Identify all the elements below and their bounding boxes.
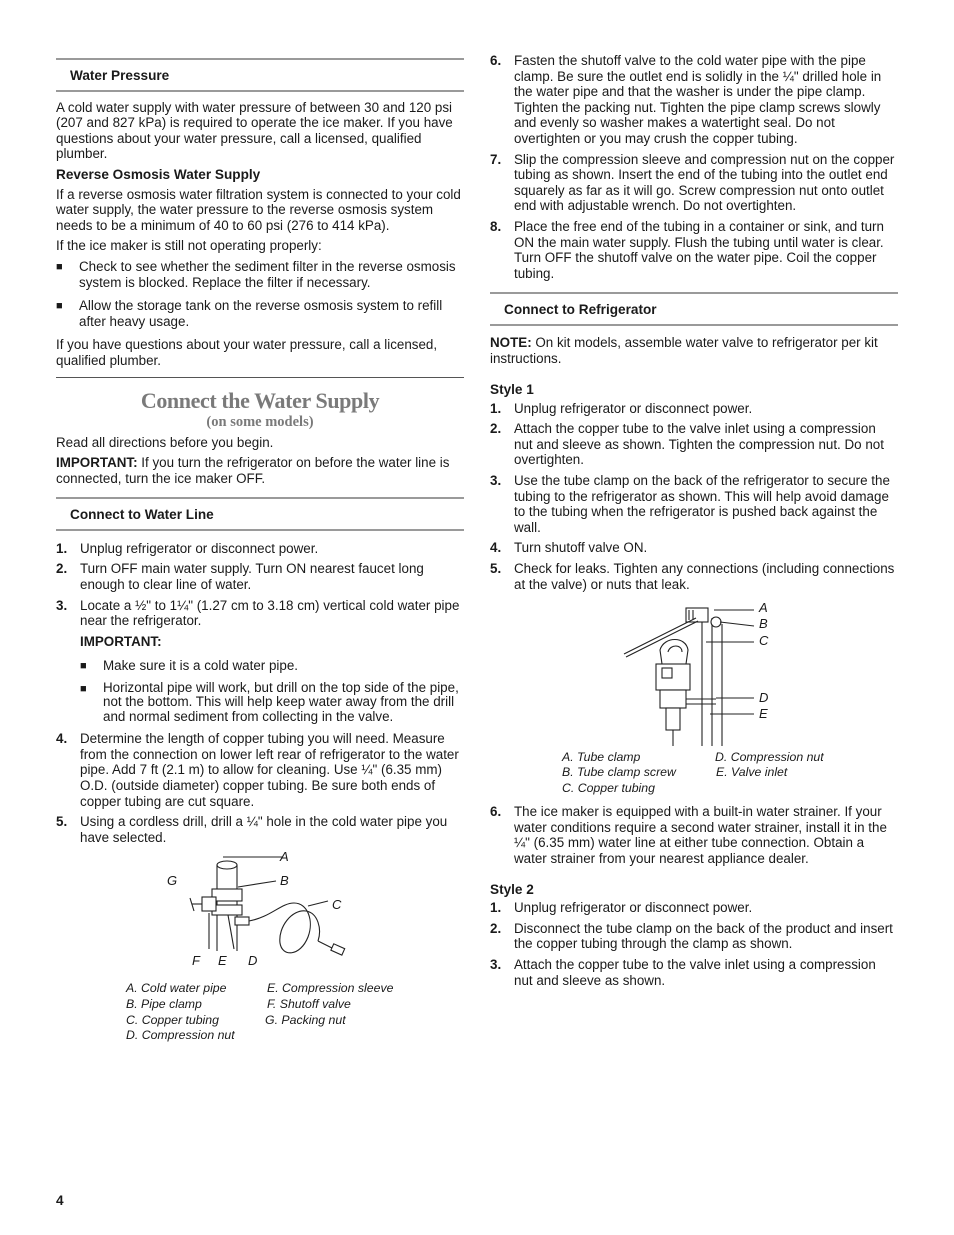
kit-note: NOTE: On kit models, assemble water valve to refrigerator per kit instructions. xyxy=(490,334,878,366)
section-subtitle: (on some models) xyxy=(206,413,314,430)
legend-item: C. Copper tubing xyxy=(562,781,655,796)
right-column xyxy=(490,0,898,988)
list-item: 2. Disconnect the tube clamp on the back of the product and insert the copper tubing through the clamp as shown. xyxy=(490,920,893,952)
style2-heading: Style 2 xyxy=(490,881,534,897)
bullet-square-icon: ■ xyxy=(80,660,87,673)
figure-legend-valve-inlet xyxy=(490,750,898,798)
legend-item: G. Packing nut xyxy=(265,1013,346,1028)
divider xyxy=(56,377,464,378)
legend-item: D. Compression nut xyxy=(715,750,824,765)
figure-label-d: D xyxy=(759,690,769,706)
list-item: 3. Use the tube clamp on the back of the refrigerator to secure the tubing to the refrigerator as shown. This will help avoid damage to the tubing when the refrigerator is pushed back against the wall. xyxy=(490,473,890,535)
legend-item: A. Cold water pipe xyxy=(126,981,227,996)
list-item: 1. Unplug refrigerator or disconnect power. xyxy=(490,400,753,416)
list-item: 5. Using a cordless drill, drill a ¼" hole in the cold water pipe you have selected. xyxy=(56,814,448,845)
shutoff-valve-illustration xyxy=(56,851,464,981)
list-item: 3. Locate a ½" to 1¼" (1.27 cm to 3.18 cm) vertical cold water pipe near the refrigerator. xyxy=(56,597,460,629)
list-item: ■ Check to see whether the sediment filter in the reverse osmosis system is blocked. Replace the filter if necessary. xyxy=(56,258,456,290)
figure-label-e: E xyxy=(759,706,768,722)
figure-legend-shutoff-valve xyxy=(56,981,464,1045)
section-heading-connect-water-line: Connect to Water Line xyxy=(56,497,464,531)
figure-label-a: A xyxy=(759,600,768,616)
ro-heading: Reverse Osmosis Water Supply xyxy=(56,166,261,182)
ro-text: If a reverse osmosis water filtration system is connected to your cold water supply, the water pressure to the reverse osmosis system needs to be a minimum of 40 to 60 psi (276 to 414 kPa). xyxy=(56,186,461,233)
figure-label-b: B xyxy=(759,616,768,632)
legend-item: E. Compression sleeve xyxy=(267,981,394,996)
read-all-text: Read all directions before you begin. xyxy=(56,434,274,450)
list-item: 1. Unplug refrigerator or disconnect power. xyxy=(490,900,753,916)
list-item: 2. Attach the copper tube to the valve inlet using a compression nut and sleeve as shown. Tighten the compression nut. Do not overtighten. xyxy=(490,421,884,468)
list-item: 8. Place the free end of the tubing in a container or sink, and turn ON the main water supply. Flush the tubing until water is clear. Turn OFF the shutoff valve on the water pipe. Coil the copper tubing. xyxy=(490,218,884,281)
figure-shutoff-valve xyxy=(56,851,464,981)
legend-item: B. Tube clamp screw xyxy=(562,765,676,780)
list-item: 4. Determine the length of copper tubing you will need. Measure from the connection on lower left rear of refrigerator to the water pipe. Add 7 ft (2.1 m) to allow for cleaning. Use ¼" (6.35 mm) O.D. (outside diameter) copper tubing. Be sure both ends of copper tubing are cut square. xyxy=(56,731,459,809)
legend-item: A. Tube clamp xyxy=(562,750,641,765)
water-pressure-closing: If you have questions about your water pressure, call a licensed, qualified plumber. xyxy=(56,337,438,368)
legend-item: B. Pipe clamp xyxy=(126,997,202,1012)
legend-item: F. Shutoff valve xyxy=(267,997,351,1012)
section-heading-connect-refrigerator: Connect to Refrigerator xyxy=(490,292,898,326)
valve-inlet-illustration xyxy=(490,604,898,750)
left-column xyxy=(56,0,464,1045)
bullet-square-icon: ■ xyxy=(56,260,63,273)
list-item: 2. Turn OFF main water supply. Turn ON nearest faucet long enough to clear line of water. xyxy=(56,561,424,593)
style1-heading: Style 1 xyxy=(490,382,534,398)
figure-label-c: C xyxy=(759,633,769,649)
legend-item: C. Copper tubing xyxy=(126,1013,219,1028)
figure-label-a: A xyxy=(280,849,289,865)
figure-label-c: C xyxy=(332,897,342,913)
page-number: 4 xyxy=(56,1193,64,1208)
bullet-square-icon: ■ xyxy=(56,300,63,313)
list-item: ■ Horizontal pipe will work, but drill on the top side of the pipe, not the bottom. This will help keep water away from the drill and normal sediment from collecting in the valve. xyxy=(80,680,459,724)
important-note: IMPORTANT: If you turn the refrigerator on before the water line is connected, turn the ice maker OFF. xyxy=(56,455,450,486)
list-item: 6. Fasten the shutoff valve to the cold water pipe with the pipe clamp. Be sure the outlet end is solidly in the ¼" drilled hole in the water pipe and that the washer is under the pipe clamp. Tighten the packing nut. Tighten the pipe clamp screws slowly and evenly so washer makes a watertight seal. Do not overtighten or you may crush the copper tubing. xyxy=(490,53,882,146)
list-item: ■ Allow the storage tank on the reverse osmosis system to refill after heavy usage. xyxy=(56,298,443,329)
figure-label-e: E xyxy=(218,953,227,969)
list-item: 5. Check for leaks. Tighten any connections (including connections at the valve) or nuts that leak. xyxy=(490,561,895,592)
list-item: 7. Slip the compression sleeve and compression nut on the copper tubing as shown. Insert the end of the tubing into the outlet end squarely as far as it will go. Screw compression nut onto outlet end with adjustable wrench. Do not overtighten. xyxy=(490,151,895,214)
not-operating-text: If the ice maker is still not operating properly: xyxy=(56,238,322,254)
figure-valve-inlet xyxy=(490,600,898,750)
list-item: 1. Unplug refrigerator or disconnect power. xyxy=(56,540,319,556)
important-label: IMPORTANT: xyxy=(80,633,162,649)
list-item: ■ Make sure it is a cold water pipe. xyxy=(80,658,298,674)
figure-label-f: F xyxy=(192,953,200,969)
bullet-square-icon: ■ xyxy=(80,683,87,696)
figure-label-d: D xyxy=(248,953,258,969)
figure-label-g: G xyxy=(167,873,178,889)
section-heading-water-pressure: Water Pressure xyxy=(56,58,464,92)
list-item: 3. Attach the copper tube to the valve inlet using a compression nut and sleeve as shown. xyxy=(490,956,876,988)
legend-item: D. Compression nut xyxy=(126,1028,235,1043)
legend-item: E. Valve inlet xyxy=(716,765,788,780)
list-item: 4. Turn shutoff valve ON. xyxy=(490,540,648,556)
list-item: 6. The ice maker is equipped with a built-in water strainer. If your water conditions require a second water strainer, install it in the ¼" (6.35 mm) water line at either tube connection. Obtain a water strainer from your nearest appliance dealer. xyxy=(490,804,887,866)
section-title-connect-water-supply: Connect the Water Supply xyxy=(140,387,380,413)
figure-label-b: B xyxy=(280,873,289,889)
water-pressure-intro: A cold water supply with water pressure of between 30 and 120 psi (207 and 827 kPa) is required to operate the ice maker. If you have questions about your water pressure, call a licensed, qualified plumber. xyxy=(56,99,453,162)
